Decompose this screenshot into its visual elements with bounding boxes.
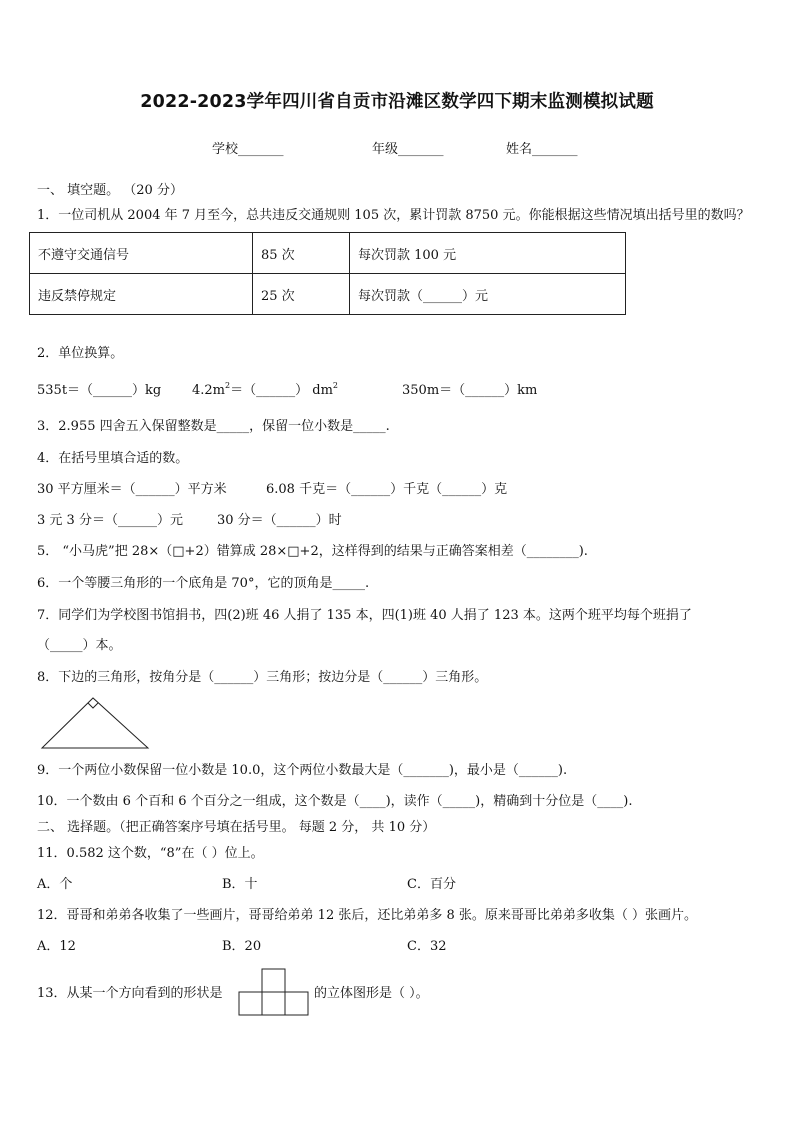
q11-option-c: C．百分	[407, 877, 456, 892]
q3-text: 3．2.955 四舍五入保留整数是_____，保留一位小数是_____.	[37, 419, 390, 434]
section1-heading: 一、 填空题。 （20 分）	[37, 183, 183, 198]
name-field: 姓名_______	[506, 142, 578, 157]
q4-line1a: 30 平方厘米＝（______）平方米	[37, 482, 227, 497]
table-cell: 每次罚款（______）元	[350, 274, 626, 315]
q12-option-a: A．12	[37, 939, 76, 954]
q11-text: 11．0.582 这个数，“8”在（ ）位上。	[37, 846, 264, 861]
q10-text: 10．一个数由 6 个百和 6 个百分之一组成，这个数是（____)，读作（_____)，精确到十分位是（____).	[37, 794, 633, 809]
q7-line2: （_____）本。	[37, 638, 122, 653]
table-cell: 每次罚款 100 元	[350, 233, 626, 274]
q2-text: 2．单位换算。	[37, 346, 124, 361]
q4-line2a: 3 元 3 分＝（______）元	[37, 513, 183, 528]
table-cell: 25 次	[253, 274, 350, 315]
q8-text: 8．下边的三角形，按角分是（______）三角形；按边分是（______）三角形。	[37, 670, 488, 685]
page-title: 2022-2023学年四川省自贡市沿滩区数学四下期末监测模拟试题	[140, 92, 654, 112]
table-cell: 不遵守交通信号	[30, 233, 253, 274]
q7-line1: 7．同学们为学校图书馆捐书，四(2)班 46 人捐了 135 本，四(1)班 40 人捐了 123 本。这两个班平均每个班捐了	[37, 608, 692, 623]
q12-option-b: B．20	[222, 939, 262, 954]
q6-text: 6．一个等腰三角形的一个底角是 70°，它的顶角是_____.	[37, 576, 370, 591]
q13-text-post: 的立体图形是（ ）。	[314, 986, 429, 1001]
q4-line2b: 30 分＝（______）时	[217, 513, 342, 528]
q11-option-a: A．个	[37, 877, 73, 892]
q2-b: $4.2m^2=(\_\_\_\_\_\_)$ $dm^2$	[192, 381, 338, 398]
q4-text: 4．在括号里填合适的数。	[37, 451, 189, 466]
q13-text-pre: 13．从某一个方向看到的形状是	[37, 986, 223, 1001]
table-cell: 违反禁停规定	[30, 274, 253, 315]
q5-text: 5． “小马虎”把 28×（□+2）错算成 28×□+2，这样得到的结果与正确答案相差（________).	[37, 544, 588, 559]
q11-option-b: B．十	[222, 877, 258, 892]
table-row	[30, 233, 626, 274]
q1-text: 1．一位司机从 2004 年 7 月至今，总共违反交通规则 105 次，累计罚款 8750 元。你能根据这些情况填出括号里的数吗？	[37, 208, 750, 223]
grade-field: 年级_______	[372, 142, 444, 157]
school-field: 学校_______	[212, 142, 284, 157]
q2-c: 350m＝（______）km	[402, 383, 538, 398]
section2-heading: 二、 选择题。（把正确答案序号填在括号里。 每题 2 分， 共 10 分）	[37, 820, 436, 835]
table-row	[30, 274, 626, 315]
q12-option-c: C．32	[407, 939, 447, 954]
q2-a: 535t＝（______）kg	[37, 383, 162, 398]
right-isosceles-triangle-figure	[40, 695, 152, 751]
q4-line1b: 6.08 千克＝（______）千克（______）克	[266, 482, 508, 497]
q1-table	[29, 232, 626, 315]
q12-text: 12．哥哥和弟弟各收集了一些画片，哥哥给弟弟 12 张后，还比弟弟多 8 张。原来哥哥比弟弟多收集（ ）张画片。	[37, 908, 698, 923]
table-cell: 85 次	[253, 233, 350, 274]
block-view-figure	[238, 968, 310, 1018]
q9-text: 9．一个两位小数保留一位小数是 10.0，这个两位小数最大是（_______)，最小是（______).	[37, 763, 568, 778]
